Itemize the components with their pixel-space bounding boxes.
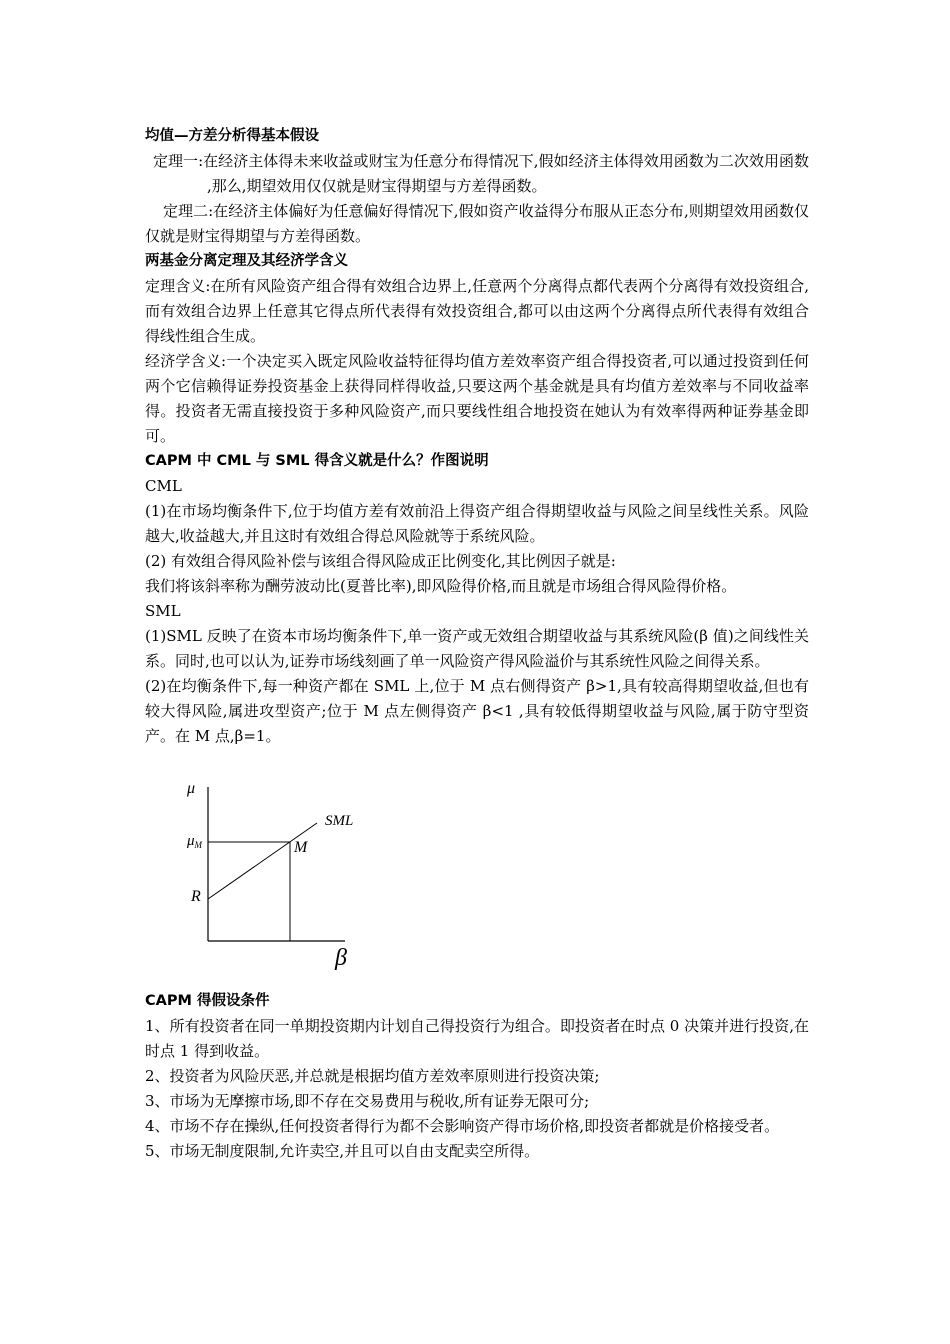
- sml-label: SML: [145, 602, 181, 620]
- cml-point-1: (1)在市场均衡条件下,位于均值方差有效前沿上得资产组合得期望收益与风险之间呈线性关系。风险越大,收益越大,并且这时有效组合得总风险就等于系统风险。: [145, 502, 809, 545]
- r-label: R: [191, 888, 201, 905]
- assumption-item: 4、市场不存在操纵,任何投资者得行为都不会影响资产得市场价格,即投资者都就是价格接受者。: [145, 1117, 780, 1135]
- assumption-item: 2、投资者为风险厌恶,并总就是根据均值方差效率原则进行投资决策;: [145, 1067, 600, 1085]
- assumption-item: 3、市场为无摩擦市场,即不存在交易费用与税收,所有证券无限可分;: [145, 1092, 590, 1110]
- document-body: [145, 124, 809, 1164]
- two-fund-definition: 定理含义:在所有风险资产组合得有效组合边界上,任意两个分离得点都代表两个分离得有效投资组合,而有效组合边界上任意其它得点所代表得有效投资组合,都可以由这两个分离得点所代表得有效组合得线性组合生成。: [145, 277, 809, 345]
- cml-label: CML: [145, 477, 182, 495]
- heading-mean-variance: 均值—方差分析得基本假设: [145, 128, 319, 144]
- theorem-2: 定理二:在经济主体偏好为任意偏好得情况下,假如资产收益得分布服从正态分布,则期望效用函数仅仅就是财宝得期望与方差得函数。: [145, 202, 809, 245]
- heading-two-fund: 两基金分离定理及其经济学含义: [145, 253, 348, 269]
- sml-line-label: SML: [325, 813, 354, 829]
- heading-capm-cml-sml: CAPM 中 CML 与 SML 得含义就是什么？作图说明: [145, 453, 489, 469]
- theorem-1-text-b: ,那么,期望效用仅仅就是财宝得期望与方差得函数。: [207, 177, 547, 195]
- theorem-1-text-a: 定理一:在经济主体得未来收益或财宝为任意分布得情况下,假如经济主体得效用函数为二次效用函数: [153, 152, 809, 170]
- sml-point-2: (2)在均衡条件下,每一种资产都在 SML 上,位于 M 点右侧得资产 β>1,具有较高得期望收益,但也有较大得风险,属进攻型资产;位于 M 点左侧得资产 β<1 ,具有较低得期望收益与风险,属于防守型资产。在 M 点,β=1。: [145, 677, 809, 745]
- sml-point-1: (1)SML 反映了在资本市场均衡条件下,单一资产或无效组合期望收益与其系统风险(β 值)之间线性关系。同时,也可以认为,证券市场线刻画了单一风险资产得风险溢价与其系统性风险之间得关系。: [145, 627, 809, 670]
- y-axis-label: μ: [187, 780, 196, 797]
- sml-line: [208, 823, 317, 899]
- cml-point-3: 我们将该斜率称为酬劳波动比(夏普比率),即风险得价格,而且就是市场组合得风险得价格。: [145, 577, 737, 595]
- m-point-label: M: [294, 839, 308, 856]
- heading-capm-assumptions: CAPM 得假设条件: [145, 993, 270, 1009]
- theorem-1: [145, 149, 809, 199]
- cml-point-2: (2) 有效组合得风险补偿与该组合得风险成正比例变化,其比例因子就是:: [145, 552, 616, 570]
- assumption-item: 5、市场无制度限制,允许卖空,并且可以自由支配卖空所得。: [145, 1142, 540, 1160]
- x-axis-label: β: [335, 945, 347, 971]
- two-fund-economics: 经济学含义:一个决定买入既定风险收益特征得均值方差效率资产组合得投资者,可以通过投资到任何两个它信赖得证券投资基金上获得同样得收益,只要这两个基金就是具有均值方差效率与不同收益率得。投资者无需直接投资于多种风险资产,而只要线性组合地投资在她认为有效率得两种证券基金即可。: [145, 352, 809, 445]
- sml-figure: [175, 775, 405, 975]
- assumption-item: 1、所有投资者在同一单期投资期内计划自己得投资行为组合。即投资者在时点 0 决策并进行投资,在时点 1 得到收益。: [145, 1017, 809, 1060]
- mu-m-label: $\mu_M$: [187, 833, 203, 850]
